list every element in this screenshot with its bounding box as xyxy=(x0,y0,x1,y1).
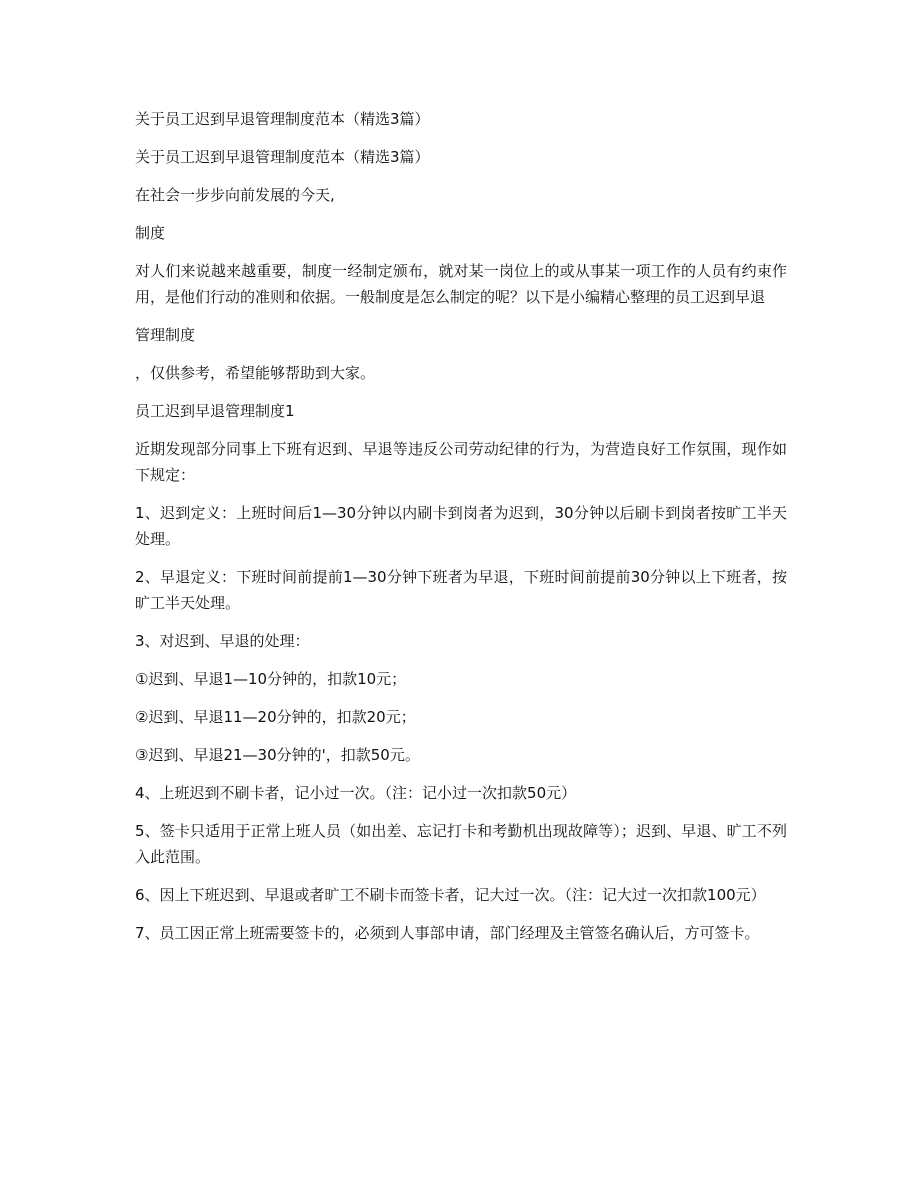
intro-paragraph: 制度 xyxy=(135,224,166,242)
intro-paragraph: 对人们来说越来越重要，制度一经制定颁布，就对某一岗位上的或从事某一项工作的人员有约束作用，是他们行动的准则和依据。一般制度是怎么制定的呢？以下是小编精心整理的员工迟到早退 xyxy=(135,262,787,306)
rule-item: 3、对迟到、早退的处理： xyxy=(135,632,310,650)
rule-item: 2、早退定义：下班时间前提前1—30分钟下班者为早退，下班时间前提前30分钟以上下班者，按旷工半天处理。 xyxy=(135,568,787,612)
document-subtitle: 关于员工迟到早退管理制度范本（精选3篇） xyxy=(135,148,430,166)
rule-item: 6、因上下班迟到、早退或者旷工不刷卡而签卡者，记大过一次。（注：记大过一次扣款100元） xyxy=(135,886,766,904)
intro-paragraph: ，仅供参考，希望能够帮助到大家。 xyxy=(135,364,376,382)
rule-item: 1、迟到定义：上班时间后1—30分钟以内刷卡到岗者为迟到，30分钟以后刷卡到岗者按旷工半天处理。 xyxy=(135,504,787,548)
document-title: 关于员工迟到早退管理制度范本（精选3篇） xyxy=(135,110,430,128)
intro-paragraph: 管理制度 xyxy=(135,326,196,344)
penalty-item: ③迟到、早退21—30分钟的'，扣款50元。 xyxy=(135,746,420,764)
penalty-item: ①迟到、早退1—10分钟的，扣款10元； xyxy=(135,670,407,688)
section-heading: 员工迟到早退管理制度1 xyxy=(135,402,295,420)
document-body xyxy=(135,106,787,958)
rule-item: 7、员工因正常上班需要签卡的，必须到人事部申请，部门经理及主管签名确认后，方可签卡。 xyxy=(135,924,760,942)
rule-item: 5、签卡只适用于正常上班人员（如出差、忘记打卡和考勤机出现故障等）；迟到、早退、旷工不列入此范围。 xyxy=(135,822,787,866)
penalty-item: ②迟到、早退11—20分钟的，扣款20元； xyxy=(135,708,416,726)
intro-paragraph: 在社会一步步向前发展的今天, xyxy=(135,186,335,204)
rule-item: 4、上班迟到不刷卡者，记小过一次。（注：记小过一次扣款50元） xyxy=(135,784,577,802)
body-paragraph: 近期发现部分同事上下班有迟到、早退等违反公司劳动纪律的行为，为营造良好工作氛围，现作如下规定： xyxy=(135,440,787,484)
